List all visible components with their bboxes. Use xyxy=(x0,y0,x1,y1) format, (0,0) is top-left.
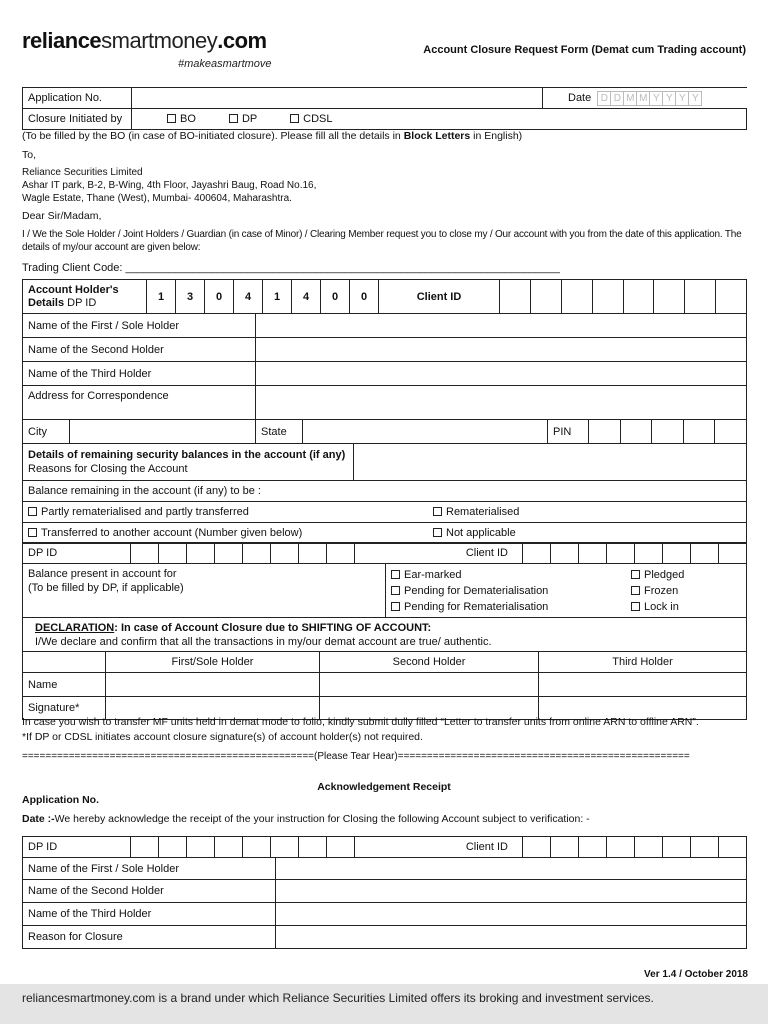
recipient-address: Reliance Securities Limited Ashar IT park, B-2, B-Wing, 4th Floor, Jayashri Baug, Road No.16, Wagle Estate, Thane (West), Mumbai- 400604, Maharashtra. xyxy=(22,167,317,204)
date-box: Y xyxy=(688,91,702,106)
dp-id-box[interactable] xyxy=(215,543,243,564)
date-box: D xyxy=(610,91,624,106)
balance-options-table xyxy=(22,480,747,544)
date-box: Y xyxy=(662,91,676,106)
balance-remaining-label: Balance remaining in the account (if any) to be : xyxy=(23,481,747,502)
ack-client-box[interactable] xyxy=(551,837,579,858)
option-cdsl[interactable]: CDSL xyxy=(290,113,332,125)
client-id-label: Client ID xyxy=(355,543,523,564)
client-id-label: Client ID xyxy=(379,280,500,314)
date-box: M xyxy=(623,91,637,106)
ack-client-box[interactable] xyxy=(635,837,663,858)
checkbox-icon xyxy=(631,586,640,595)
option-not-applicable[interactable]: Not applicable xyxy=(428,523,747,544)
ack-dp-box[interactable] xyxy=(159,837,187,858)
client-id-box[interactable] xyxy=(719,543,747,564)
checkbox-icon xyxy=(391,570,400,579)
ack-holders-table xyxy=(22,857,747,949)
checkbox-icon xyxy=(28,528,37,537)
third-name-input[interactable] xyxy=(539,673,747,697)
signature-label: Signature* xyxy=(23,697,106,720)
first-holder-label: Name of the First / Sole Holder xyxy=(23,314,256,338)
checkbox-icon xyxy=(631,570,640,579)
footer-text: reliancesmartmoney.com is a brand under which Reliance Securities Limited offers its broking and investment services. xyxy=(22,991,654,1005)
remaining-balances-label: Details of remaining security balances in the account (if any) xyxy=(28,449,346,461)
state-label: State xyxy=(256,420,303,444)
checkbox-icon xyxy=(433,528,442,537)
balance-present-table xyxy=(22,563,747,618)
dp-digit: 1 xyxy=(263,280,292,314)
third-holder-label: Name of the Third Holder xyxy=(23,362,256,386)
dp-digit: 3 xyxy=(176,280,205,314)
ack-dp-box[interactable] xyxy=(243,837,271,858)
pin-box[interactable] xyxy=(589,420,621,444)
ack-client-box[interactable] xyxy=(523,837,551,858)
ack-second-holder-label: Name of the Second Holder xyxy=(23,880,276,903)
footer-bar xyxy=(0,984,768,1024)
dp-digit: 1 xyxy=(147,280,176,314)
ack-date-line: Date :-We hereby acknowledge the receipt of the your instruction for Closing the following Account subject to verification: - xyxy=(22,813,590,825)
pin-box[interactable] xyxy=(683,420,715,444)
transfer-account-table xyxy=(22,542,747,564)
client-id-box[interactable] xyxy=(561,280,592,314)
application-table xyxy=(22,87,747,130)
closure-initiated-label: Closure Initiated by xyxy=(23,109,132,130)
ack-title: Acknowledgement Receipt xyxy=(317,781,451,793)
col-second-holder: Second Holder xyxy=(320,652,539,673)
tear-line: ==================================================(Please Tear Hear)================================================== xyxy=(22,751,690,762)
ack-first-holder-label: Name of the First / Sole Holder xyxy=(23,858,276,880)
client-id-box[interactable] xyxy=(685,280,716,314)
application-no-input[interactable] xyxy=(132,88,543,109)
option-frozen[interactable]: Frozen xyxy=(631,583,741,599)
client-id-box[interactable] xyxy=(691,543,719,564)
checkbox-icon xyxy=(167,114,176,123)
dp-id-box[interactable] xyxy=(131,543,159,564)
ack-dp-id-label: DP ID xyxy=(23,837,131,858)
city-state-pin-table xyxy=(22,419,747,444)
col-third-holder: Third Holder xyxy=(539,652,747,673)
dp-id-box[interactable] xyxy=(187,543,215,564)
date-label: Date xyxy=(568,91,592,104)
date-box: Y xyxy=(675,91,689,106)
checkbox-icon xyxy=(28,507,37,516)
ack-reason-input[interactable] xyxy=(276,926,747,949)
checkbox-icon xyxy=(631,602,640,611)
first-name-input[interactable] xyxy=(106,673,320,697)
checkbox-icon xyxy=(391,586,400,595)
ack-first-holder-input[interactable] xyxy=(276,858,747,880)
date-box: D xyxy=(597,91,611,106)
request-text: I / We the Sole Holder / Joint Holders / Guardian (in case of Minor) / Clearing Member request you to close my / Our account with you from the date of this application. The details of my/our account are given below: xyxy=(22,229,742,253)
city-input[interactable] xyxy=(70,420,256,444)
address-label: Address for Correspondence xyxy=(23,386,256,420)
dp-digit: 0 xyxy=(321,280,350,314)
second-name-input[interactable] xyxy=(320,673,539,697)
second-holder-label: Name of the Second Holder xyxy=(23,338,256,362)
ack-client-box[interactable] xyxy=(663,837,691,858)
col-first-holder: First/Sole Holder xyxy=(106,652,320,673)
client-id-box[interactable] xyxy=(551,543,579,564)
ack-client-box[interactable] xyxy=(579,837,607,858)
date-input[interactable] xyxy=(598,92,702,104)
checkbox-icon xyxy=(433,507,442,516)
ack-reason-label: Reason for Closure xyxy=(23,926,276,949)
declaration-table xyxy=(22,617,747,720)
version-label: Ver 1.4 / October 2018 xyxy=(644,969,748,980)
option-rematerialised[interactable]: Rematerialised xyxy=(428,502,747,523)
client-id-box[interactable] xyxy=(579,543,607,564)
state-input[interactable] xyxy=(303,420,548,444)
reasons-input[interactable] xyxy=(354,444,747,481)
option-pledged[interactable]: Pledged xyxy=(631,567,741,583)
option-partly[interactable]: Partly rematerialised and partly transferred xyxy=(23,502,429,523)
dp-digit: 0 xyxy=(350,280,379,314)
client-id-box[interactable] xyxy=(592,280,623,314)
dp-digit: 4 xyxy=(234,280,263,314)
client-id-box[interactable] xyxy=(500,280,531,314)
trading-client-code[interactable]: Trading Client Code: _______________________________________________________________________ xyxy=(22,262,560,274)
second-holder-input[interactable] xyxy=(256,338,747,362)
ack-dp-box[interactable] xyxy=(131,837,159,858)
client-id-box[interactable] xyxy=(623,280,654,314)
dp-id-box[interactable] xyxy=(271,543,299,564)
option-transferred[interactable]: Transferred to another account (Number given below) xyxy=(23,523,429,544)
dp-id-box[interactable] xyxy=(243,543,271,564)
closure-details-table xyxy=(22,443,747,481)
account-holder-table xyxy=(22,279,747,314)
date-box: Y xyxy=(649,91,663,106)
ack-dp-box[interactable] xyxy=(271,837,299,858)
ack-client-id-label: Client ID xyxy=(355,837,523,858)
declaration-title: DECLARATION: In case of Account Closure due to SHIFTING OF ACCOUNT: xyxy=(35,621,432,634)
ack-application-no: Application No. xyxy=(22,794,99,806)
option-dp[interactable]: DP xyxy=(229,113,257,125)
pin-box[interactable] xyxy=(652,420,684,444)
dp-id-box[interactable] xyxy=(299,543,327,564)
ack-client-box[interactable] xyxy=(691,837,719,858)
client-id-box[interactable] xyxy=(654,280,685,314)
balance-present-label: Balance present in account for xyxy=(28,568,177,580)
third-holder-input[interactable] xyxy=(256,362,747,386)
option-pending-demat[interactable]: Pending for Dematerialisation xyxy=(391,583,621,599)
option-bo[interactable]: BO xyxy=(167,113,196,125)
ack-third-holder-input[interactable] xyxy=(276,903,747,926)
dp-digit: 4 xyxy=(292,280,321,314)
dp-id-label: DP ID xyxy=(23,543,131,564)
ack-client-box[interactable] xyxy=(607,837,635,858)
form-title: Account Closure Request Form (Demat cum Trading account) xyxy=(423,44,746,56)
client-id-box[interactable] xyxy=(716,280,747,314)
mf-transfer-note: In case you wish to transfer MF units held in demat mode to folio, kindly submit dully filled “Letter to transfer units from online ARN to offline ARN”. xyxy=(22,716,699,728)
client-id-box[interactable] xyxy=(530,280,561,314)
checkbox-icon xyxy=(391,602,400,611)
balance-present-note: (To be filled by DP, if applicable) xyxy=(28,582,184,594)
ack-dp-box[interactable] xyxy=(299,837,327,858)
client-id-box[interactable] xyxy=(635,543,663,564)
name-label: Name xyxy=(23,673,106,697)
client-id-box[interactable] xyxy=(523,543,551,564)
option-lock-in[interactable]: Lock in xyxy=(631,599,741,615)
date-box: M xyxy=(636,91,650,106)
holder-names-table xyxy=(22,313,747,420)
ack-third-holder-label: Name of the Third Holder xyxy=(23,903,276,926)
city-label: City xyxy=(23,420,70,444)
dp-digit: 0 xyxy=(205,280,234,314)
first-holder-input[interactable] xyxy=(256,314,747,338)
client-id-box[interactable] xyxy=(607,543,635,564)
to-line: To, xyxy=(22,149,37,161)
pin-box[interactable] xyxy=(620,420,652,444)
dp-id-box[interactable] xyxy=(159,543,187,564)
ack-dp-box[interactable] xyxy=(327,837,355,858)
ack-dp-box[interactable] xyxy=(215,837,243,858)
salutation: Dear Sir/Madam, xyxy=(22,210,102,222)
checkbox-icon xyxy=(229,114,238,123)
pin-label: PIN xyxy=(548,420,589,444)
fill-instruction: (To be filled by the BO (in case of BO-initiated closure). Please fill all the details in Block Letters in English) xyxy=(22,130,523,142)
ack-second-holder-input[interactable] xyxy=(276,880,747,903)
option-ear-marked[interactable]: Ear-marked xyxy=(391,567,621,583)
application-no-label: Application No. xyxy=(23,88,132,109)
dp-id-label: DP ID xyxy=(67,296,97,309)
declaration-text: I/We declare and confirm that all the transactions in my/our demat account are true/ authentic. xyxy=(35,635,492,648)
reasons-label: Reasons for Closing the Account xyxy=(28,463,188,475)
checkbox-icon xyxy=(290,114,299,123)
ack-dp-table xyxy=(22,836,747,858)
address-input[interactable] xyxy=(256,386,747,420)
pin-box[interactable] xyxy=(715,420,747,444)
option-pending-remat[interactable]: Pending for Rematerialisation xyxy=(391,599,621,615)
client-id-box[interactable] xyxy=(663,543,691,564)
dp-id-box[interactable] xyxy=(327,543,355,564)
account-details-label: Account Holder's Details xyxy=(28,283,119,309)
signature-note: *If DP or CDSL initiates account closure signature(s) of account holder(s) not required. xyxy=(22,731,423,743)
ack-client-box[interactable] xyxy=(719,837,747,858)
brand-logo: reliancesmartmoney.com xyxy=(22,28,267,53)
ack-dp-box[interactable] xyxy=(187,837,215,858)
brand-tagline: #makeasmartmove xyxy=(178,58,272,70)
